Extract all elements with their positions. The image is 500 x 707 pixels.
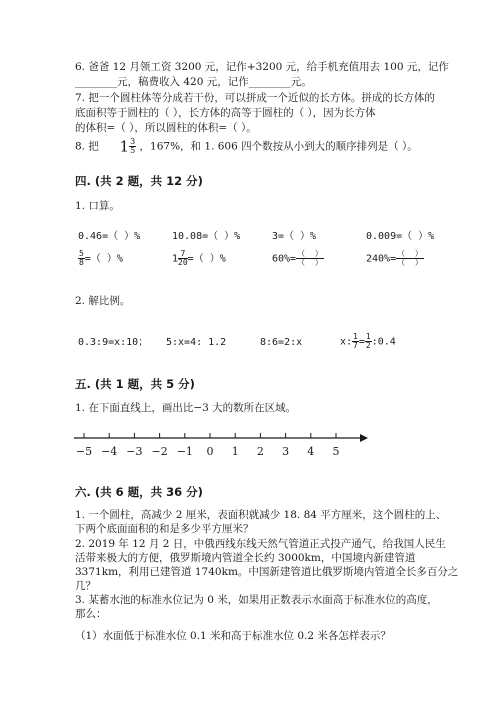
section4-sub2: 2. 解比例。 bbox=[75, 295, 131, 307]
q8-suffix: ，167%，和 1. 606 四个数按从小到大的顺序排列是（ ）。 bbox=[139, 140, 418, 153]
q8-mixed-fraction: $\frac{3}{5}$ bbox=[130, 137, 136, 155]
fraction-7-20: $\frac{7}{20}$ bbox=[178, 249, 188, 267]
q6-line2: ________元，稿费收入 420 元，记作________元。 bbox=[75, 76, 312, 88]
s6-q3-line1: 3. 某蓄水池的标准水位记为 0 米，如果用正数表示水面高于标准水位的高度， bbox=[75, 594, 438, 606]
oral-calc-5: $\frac{5}{8}$ =（ ）% bbox=[79, 249, 123, 267]
ratio-2: 5:x=4: 1.2 bbox=[166, 337, 227, 348]
fraction-5-8: $\frac{5}{8}$ bbox=[79, 249, 84, 267]
s6-q1-line2: 下两个底面面积的和是多少平方厘米？ bbox=[75, 523, 254, 535]
ratio-3: 8:6=2:x bbox=[260, 337, 303, 348]
q7-line1: 7. 把一个圆柱体等分成若干份，可以拼成一个近似的长方体。拼成的长方体的 bbox=[75, 92, 435, 104]
number-line-arrow-icon bbox=[360, 434, 368, 442]
oral-calc-6: 1 $\frac{7}{20}$ =（ ）% bbox=[172, 249, 226, 267]
s6-q2-line3: 3371km，利用已建管道 1740km。中国新建管道比俄罗斯境内管道全长多百分之 bbox=[75, 566, 459, 578]
q7-line2: 底面积等于圆柱的（ ），长方体的高等于圆柱的（ ），因为长方体 bbox=[75, 107, 376, 119]
s6-q2-line2: 活带来极大的方便，俄罗斯境内管道全长约 3000km，中国境内新建管道 bbox=[75, 552, 416, 564]
oral-calc-1: 0.46=（ ）% bbox=[78, 231, 141, 242]
blank-fraction: $\frac{( )}{( )}$ bbox=[297, 249, 323, 267]
q8-line bbox=[75, 138, 418, 155]
number-line-label: −3 bbox=[126, 445, 143, 458]
s6-q1-line1: 1. 一个圆柱，高减少 2 厘米，表面积就减少 18. 84 平方厘米，这个圆柱的上、 bbox=[75, 509, 447, 521]
number-line-label: −2 bbox=[151, 445, 168, 458]
section5-q1: 1. 在下面直线上，画出比−3 大的数所在区域。 bbox=[75, 402, 297, 414]
number-line-label: −4 bbox=[101, 445, 118, 458]
oral-calc-4: 0.009=（ ）% bbox=[366, 231, 435, 242]
s6-q2-line1: 2. 2019 年 12 月 2 日，中俄西线东线天然气管道正式投产通气，给我国人民生 bbox=[75, 538, 446, 550]
section4-sub1: 1. 口算。 bbox=[75, 200, 120, 212]
ratio-1: 0.3:9=x:10； bbox=[78, 337, 149, 348]
section5-title: 五. (共 1 题，共 5 分) bbox=[75, 377, 195, 391]
s6-q3-sub1: （1）水面低于标准水位 0.1 米和高于标准水位 0.2 米各怎样表示？ bbox=[75, 630, 391, 642]
number-line-label: 0 bbox=[206, 445, 214, 458]
number-line bbox=[70, 428, 370, 464]
q6-line1: 6. 爸爸 12 月领工资 3200 元，记作+3200 元，给手机充值用去 100 元，记作 bbox=[75, 61, 449, 73]
number-line-label: 2 bbox=[256, 445, 264, 458]
s6-q3-line2: 那么： bbox=[75, 608, 107, 620]
oral-calc-2: 10.08=（ ）% bbox=[172, 231, 241, 242]
number-line-label: −1 bbox=[176, 445, 193, 458]
section6-title: 六. (共 6 题，共 36 分) bbox=[75, 485, 203, 499]
q8-prefix: 8. 把 bbox=[75, 140, 99, 153]
blank-fraction: $\frac{( )}{( )}$ bbox=[397, 249, 423, 267]
number-line-label: 5 bbox=[332, 445, 340, 458]
number-line-label: −5 bbox=[75, 445, 93, 458]
oral-calc-7: 60%= $\frac{( )}{( )}$ bbox=[272, 249, 323, 267]
q7-line3: 的体积=（ ），所以圆柱的体积=（ ）。 bbox=[75, 122, 257, 134]
oral-calc-8: 240%= $\frac{( )}{( )}$ bbox=[366, 249, 423, 267]
oral-calc-3: 3=（ ）% bbox=[272, 231, 317, 242]
section4-title: 四. (共 2 题，共 12 分) bbox=[75, 174, 203, 188]
s6-q2-line4: 几？ bbox=[75, 580, 96, 592]
ratio-4: x: $\frac{1}{7}$ = $\frac{1}{2}$ :0.4 bbox=[340, 332, 396, 350]
q8-mixed-whole: 1 bbox=[119, 137, 130, 156]
number-line-label: 1 bbox=[231, 445, 239, 458]
number-line-label: 3 bbox=[282, 445, 290, 458]
number-line-label: 4 bbox=[307, 445, 315, 458]
